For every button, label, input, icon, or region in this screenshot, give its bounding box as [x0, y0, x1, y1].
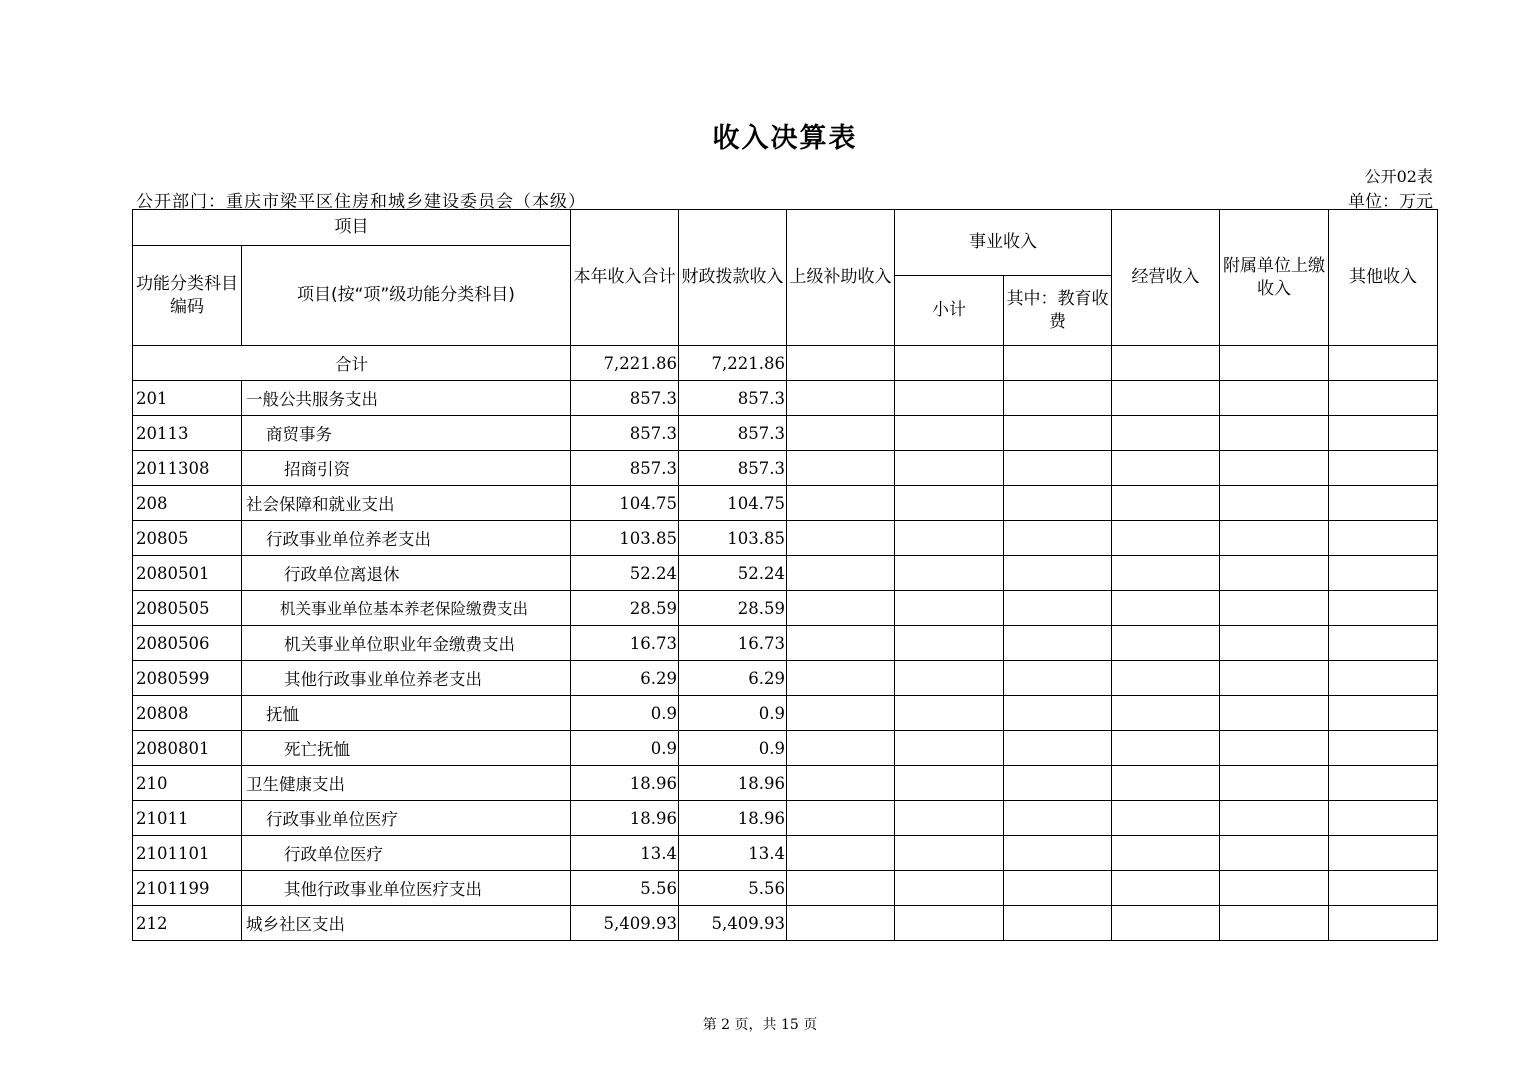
row-total: 857.3	[571, 381, 679, 416]
row-code: 20113	[133, 416, 242, 451]
table-row	[133, 486, 1438, 521]
row-name: 行政单位离退休	[242, 556, 571, 591]
row-total: 857.3	[571, 416, 679, 451]
row-fiscal: 104.75	[679, 486, 787, 521]
header-operating: 经营收入	[1112, 210, 1220, 346]
unit-label: 单位：万元	[1348, 192, 1433, 212]
row-name: 卫生健康支出	[242, 766, 571, 801]
row-total: 103.85	[571, 521, 679, 556]
row-total: 13.4	[571, 836, 679, 871]
header-subtotal: 小计	[895, 276, 1004, 346]
row-code: 212	[133, 906, 242, 941]
row-code: 2080506	[133, 626, 242, 661]
row-fiscal: 18.96	[679, 801, 787, 836]
row-total: 0.9	[571, 696, 679, 731]
header-total: 本年收入合计	[571, 210, 679, 346]
table-row	[133, 521, 1438, 556]
header-name: 项目(按“项”级功能分类科目)	[242, 246, 571, 346]
row-fiscal: 857.3	[679, 381, 787, 416]
header-education: 其中：教育收费	[1004, 276, 1112, 346]
row-code: 2080599	[133, 661, 242, 696]
table-row	[133, 591, 1438, 626]
row-name: 商贸事务	[242, 416, 571, 451]
income-table	[132, 209, 1438, 941]
row-name: 死亡抚恤	[242, 731, 571, 766]
row-total: 5,409.93	[571, 906, 679, 941]
row-code: 20808	[133, 696, 242, 731]
row-name: 招商引资	[242, 451, 571, 486]
total-fiscal: 7,221.86	[679, 346, 787, 381]
row-total: 6.29	[571, 661, 679, 696]
form-number: 公开02表	[1364, 167, 1433, 186]
row-total: 18.96	[571, 801, 679, 836]
row-code: 201	[133, 381, 242, 416]
row-name: 机关事业单位基本养老保险缴费支出	[242, 591, 571, 626]
row-fiscal: 13.4	[679, 836, 787, 871]
row-code: 2101199	[133, 871, 242, 906]
row-name: 行政事业单位养老支出	[242, 521, 571, 556]
table-row	[133, 871, 1438, 906]
table-row	[133, 696, 1438, 731]
row-total: 5.56	[571, 871, 679, 906]
row-fiscal: 6.29	[679, 661, 787, 696]
table-row	[133, 381, 1438, 416]
row-code: 208	[133, 486, 242, 521]
total-label: 合计	[133, 346, 571, 381]
department-label: 公开部门：重庆市梁平区住房和城乡建设委员会（本级）	[136, 192, 586, 212]
table-row	[133, 556, 1438, 591]
table-row	[133, 416, 1438, 451]
row-name: 其他行政事业单位养老支出	[242, 661, 571, 696]
row-name: 城乡社区支出	[242, 906, 571, 941]
row-code: 210	[133, 766, 242, 801]
row-code: 2101101	[133, 836, 242, 871]
total-row	[133, 346, 1438, 381]
row-total: 857.3	[571, 451, 679, 486]
header-business: 事业收入	[895, 210, 1112, 276]
row-fiscal: 5.56	[679, 871, 787, 906]
page-title: 收入决算表	[712, 123, 858, 154]
row-fiscal: 0.9	[679, 731, 787, 766]
header-code: 功能分类科目编码	[133, 246, 242, 346]
row-name: 一般公共服务支出	[242, 381, 571, 416]
row-total: 28.59	[571, 591, 679, 626]
table-row	[133, 836, 1438, 871]
row-name: 其他行政事业单位医疗支出	[242, 871, 571, 906]
row-total: 0.9	[571, 731, 679, 766]
row-code: 2080801	[133, 731, 242, 766]
row-fiscal: 857.3	[679, 451, 787, 486]
table-row	[133, 451, 1438, 486]
row-fiscal: 0.9	[679, 696, 787, 731]
row-name: 机关事业单位职业年金缴费支出	[242, 626, 571, 661]
row-fiscal: 857.3	[679, 416, 787, 451]
row-fiscal: 18.96	[679, 766, 787, 801]
row-fiscal: 5,409.93	[679, 906, 787, 941]
row-code: 2011308	[133, 451, 242, 486]
header-other: 其他收入	[1329, 210, 1438, 346]
row-fiscal: 52.24	[679, 556, 787, 591]
row-total: 18.96	[571, 766, 679, 801]
total-amount: 7,221.86	[571, 346, 679, 381]
row-fiscal: 28.59	[679, 591, 787, 626]
row-fiscal: 103.85	[679, 521, 787, 556]
table-row	[133, 906, 1438, 941]
header-superior: 上级补助收入	[787, 210, 895, 346]
row-code: 21011	[133, 801, 242, 836]
row-fiscal: 16.73	[679, 626, 787, 661]
table-row	[133, 661, 1438, 696]
row-code: 2080505	[133, 591, 242, 626]
row-code: 2080501	[133, 556, 242, 591]
row-name: 行政事业单位医疗	[242, 801, 571, 836]
header-fiscal: 财政拨款收入	[679, 210, 787, 346]
row-code: 20805	[133, 521, 242, 556]
table-row	[133, 801, 1438, 836]
row-name: 行政单位医疗	[242, 836, 571, 871]
table-row	[133, 766, 1438, 801]
table-row	[133, 626, 1438, 661]
header-project: 项目	[133, 210, 571, 246]
row-name: 抚恤	[242, 696, 571, 731]
table-body	[133, 381, 1438, 941]
table-row	[133, 731, 1438, 766]
row-name: 社会保障和就业支出	[242, 486, 571, 521]
header-affiliated: 附属单位上缴收入	[1220, 210, 1329, 346]
page-footer: 第 2 页，共 15 页	[702, 1017, 818, 1033]
row-total: 16.73	[571, 626, 679, 661]
row-total: 104.75	[571, 486, 679, 521]
row-total: 52.24	[571, 556, 679, 591]
